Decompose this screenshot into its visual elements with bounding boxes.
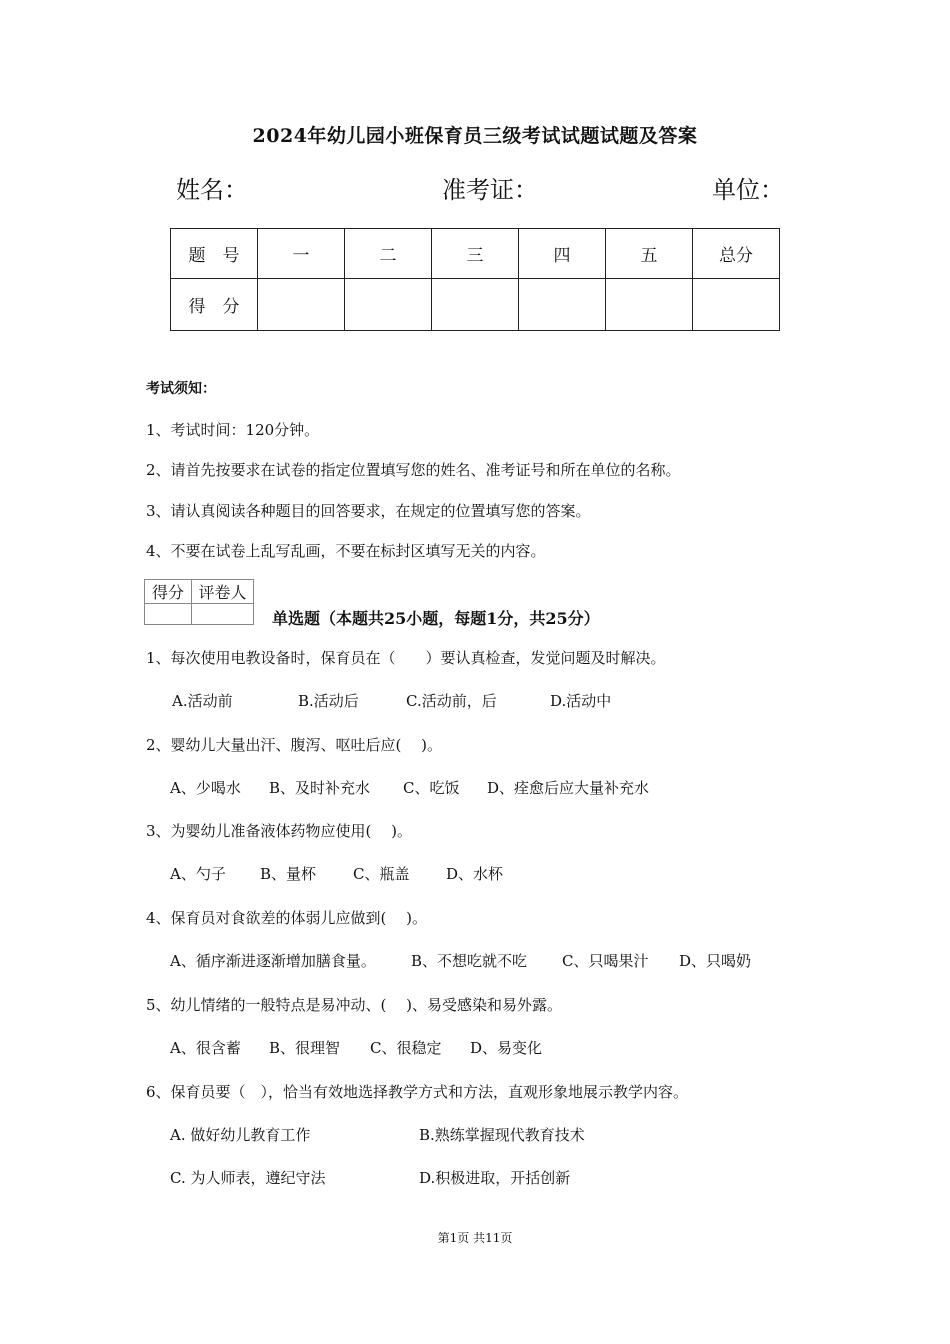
page-footer: 第1页 共11页 [437, 1231, 513, 1245]
section-title: 单选题（本题共25小题，每题1分，共25分） [272, 609, 600, 628]
question-option: D、易变化 [470, 1039, 543, 1057]
score-table-cell: 二 [345, 229, 432, 279]
question-option: A、勺子 [170, 865, 226, 883]
score-input-cell[interactable] [258, 279, 345, 331]
score-table-cell: 四 [519, 229, 606, 279]
grader-score-label: 得分 [145, 580, 192, 604]
score-input-cell[interactable] [519, 279, 606, 331]
grader-box [144, 579, 254, 625]
question-stem: 4、保育员对食欲差的体弱儿应做到( )。 [146, 909, 428, 927]
score-table-cell: 三 [432, 229, 519, 279]
question-option: A、循序渐进逐渐增加膳食量。 [170, 952, 376, 970]
question-stem: 6、保育员要（ ），恰当有效地选择教学方式和方法，直观形象地展示教学内容。 [146, 1083, 689, 1101]
score-table-header-row [171, 229, 780, 279]
score-input-cell[interactable] [345, 279, 432, 331]
question-option: C、只喝果汁 [562, 952, 649, 970]
score-input-cell[interactable] [606, 279, 693, 331]
question-option: D、只喝奶 [679, 952, 752, 970]
score-input-cell[interactable] [693, 279, 780, 331]
question-option: C、吃饭 [403, 779, 460, 797]
question-option: D、水杯 [446, 865, 504, 883]
question-stem: 1、每次使用电教设备时，保育员在（ ）要认真检查，发觉问题及时解决。 [146, 649, 666, 667]
grader-score-cell[interactable] [145, 604, 192, 625]
question-option: B、不想吃就不吃 [411, 952, 528, 970]
notice-item: 1、考试时间：120分钟。 [146, 421, 320, 439]
unit-label: 单位： [712, 176, 784, 204]
notice-item: 3、请认真阅读各种题目的回答要求，在规定的位置填写您的答案。 [146, 502, 591, 520]
grader-name-cell[interactable] [192, 604, 254, 625]
question-option: C、瓶盖 [353, 865, 410, 883]
question-option: A. 做好幼儿教育工作 [170, 1126, 311, 1144]
question-option: C. 为人师表，遵纪守法 [170, 1169, 326, 1187]
score-table-cell: 一 [258, 229, 345, 279]
question-option: B、及时补充水 [269, 779, 371, 797]
exam-number-label: 准考证： [442, 176, 538, 204]
question-option: A.活动前 [172, 692, 233, 710]
question-option: B.熟练掌握现代教育技术 [419, 1126, 585, 1144]
question-option: D.活动中 [550, 692, 612, 710]
question-option: B.活动后 [298, 692, 359, 710]
score-table-cell: 五 [606, 229, 693, 279]
score-table [170, 228, 780, 331]
score-table-cell: 总分 [693, 229, 780, 279]
question-option: C、很稳定 [370, 1039, 442, 1057]
question-stem: 5、幼儿情绪的一般特点是易冲动、( )、易受感染和易外露。 [146, 996, 563, 1014]
notice-item: 2、请首先按要求在试卷的指定位置填写您的姓名、准考证号和所在单位的名称。 [146, 461, 681, 479]
question-option: A、很含蓄 [170, 1039, 241, 1057]
document-title: 2024年幼儿园小班保育员三级考试试题试题及答案 [252, 125, 698, 147]
question-option: B、量杯 [260, 865, 317, 883]
question-option: C.活动前，后 [406, 692, 497, 710]
question-option: B、很理智 [269, 1039, 341, 1057]
name-label: 姓名： [176, 176, 248, 204]
question-stem: 3、为婴幼儿准备液体药物应使用( )。 [146, 822, 413, 840]
grader-name-label: 评卷人 [192, 580, 254, 604]
notice-item: 4、不要在试卷上乱写乱画，不要在标封区填写无关的内容。 [146, 542, 546, 560]
question-option: A、少喝水 [170, 779, 241, 797]
notice-title: 考试须知： [146, 381, 216, 397]
score-table-score-row [171, 279, 780, 331]
score-table-cell: 题 号 [171, 229, 258, 279]
question-option: D、痊愈后应大量补充水 [487, 779, 650, 797]
question-stem: 2、婴幼儿大量出汗、腹泻、呕吐后应( )。 [146, 736, 443, 754]
score-row-label: 得 分 [171, 279, 258, 331]
question-option: D.积极进取，开括创新 [419, 1169, 571, 1187]
score-input-cell[interactable] [432, 279, 519, 331]
